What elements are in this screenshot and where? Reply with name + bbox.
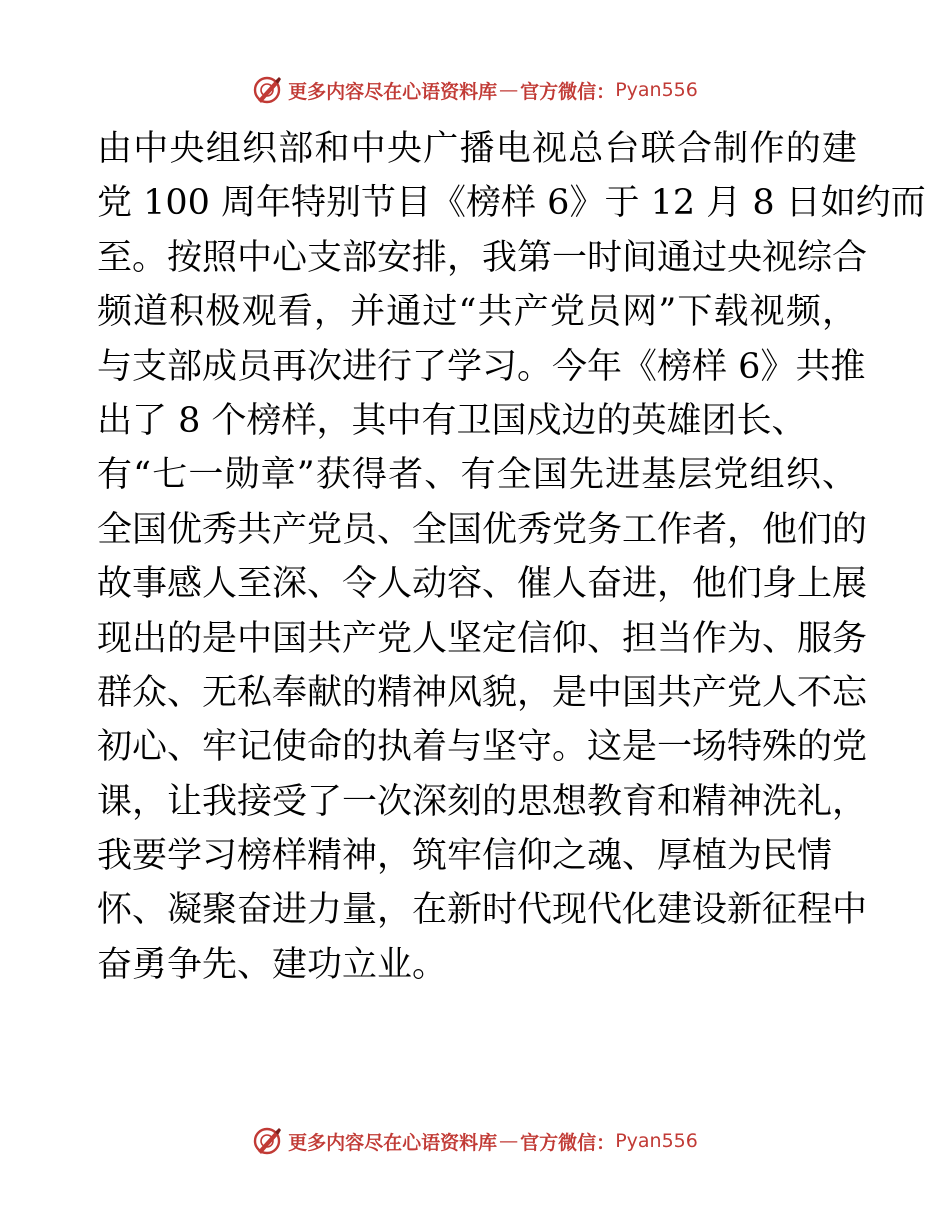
text-line: 全国优秀共产党员、全国优秀党务工作者，他们的 bbox=[97, 509, 868, 550]
banner-wechat-id: Pyan556 bbox=[615, 1130, 698, 1152]
text-line: 奋勇争先、建功立业。 bbox=[97, 944, 448, 985]
text-line: 群众、无私奉献的精神风貌，是中国共产党人不忘 bbox=[97, 672, 868, 713]
text-line: 党 100 周年特别节目《榜样 6》于 12 月 8 日如约而 bbox=[97, 183, 926, 224]
banner-wechat-id: Pyan556 bbox=[615, 79, 698, 101]
banner-wechat-label: 官方微信： bbox=[520, 1131, 616, 1154]
text-line: 至。按照中心支部安排，我第一时间通过央视综合 bbox=[97, 237, 868, 278]
text-line: 由中央组织部和中央广播电视总台联合制作的建 bbox=[97, 129, 857, 169]
text-line: 现出的是中国共产党人坚定信仰、担当作为、服务 bbox=[97, 618, 868, 659]
banner-wechat-label: 官方微信： bbox=[520, 80, 616, 103]
header-banner bbox=[0, 70, 950, 110]
text-line: 频道积极观看，并通过“共产党员网”下载视频， bbox=[97, 292, 857, 333]
banner-dash: — bbox=[499, 1130, 519, 1152]
text-line: 与支部成员再次进行了学习。今年《榜样 6》共推 bbox=[97, 346, 866, 387]
text-line: 初心、牢记使命的执着与坚守。这是一场特殊的党 bbox=[97, 727, 868, 768]
text-line: 我要学习榜样精神，筑牢信仰之魂、厚植为民情 bbox=[97, 836, 833, 877]
text-line: 课，让我接受了一次深刻的思想教育和精神洗礼， bbox=[97, 781, 868, 822]
banner-dash: — bbox=[499, 79, 519, 101]
text-line: 故事感人至深、令人动容、催人奋进，他们身上展 bbox=[97, 564, 868, 605]
text-line: 出了 8 个榜样，其中有卫国戍边的英雄团长、 bbox=[97, 400, 807, 441]
pen-seal-logo-icon bbox=[252, 1126, 282, 1156]
text-line: 怀、凝聚奋进力量，在新时代现代化建设新征程中 bbox=[97, 890, 868, 931]
banner-site-text: 更多内容尽在心语资料库 bbox=[288, 80, 498, 103]
article-body bbox=[97, 122, 926, 992]
banner-site-text: 更多内容尽在心语资料库 bbox=[288, 1131, 498, 1154]
text-line: 有“七一勋章”获得者、有全国先进基层党组织、 bbox=[97, 455, 857, 496]
footer-banner bbox=[0, 1121, 950, 1161]
pen-seal-logo-icon bbox=[252, 75, 282, 105]
